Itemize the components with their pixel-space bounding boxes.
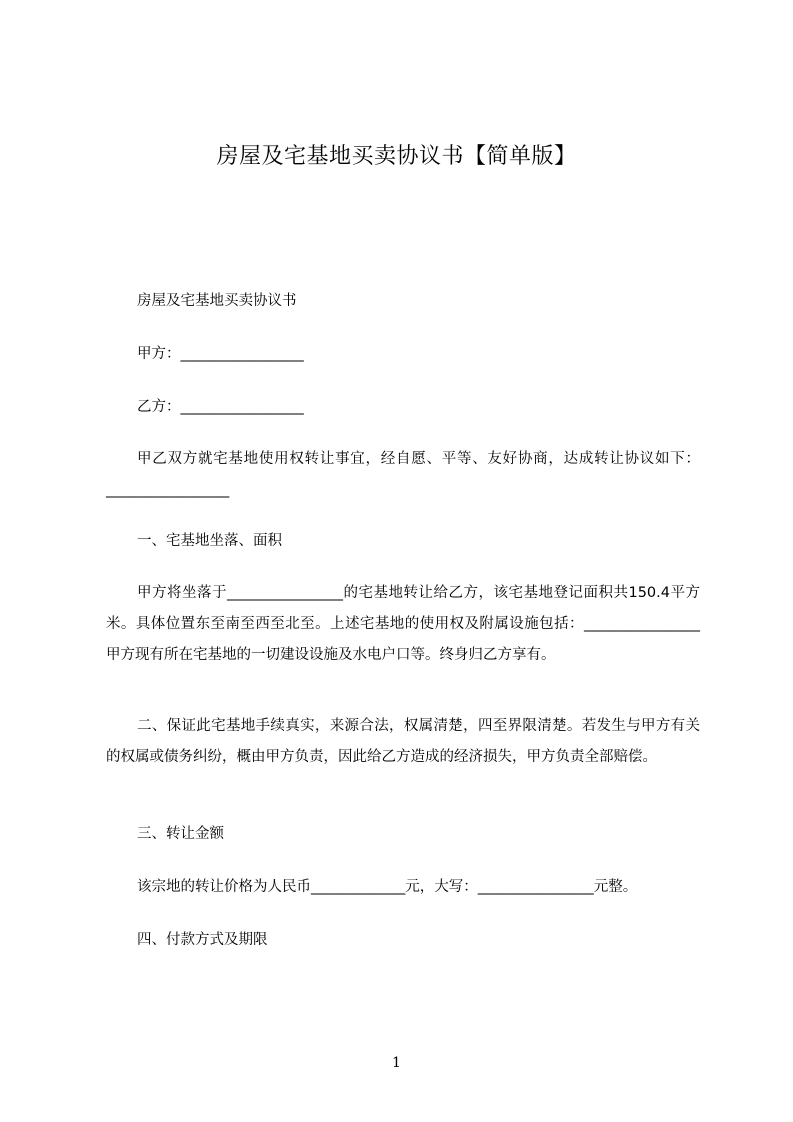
section-4-heading: 四、付款方式及期限 — [137, 932, 268, 948]
party-a-line: 甲方：_________________ — [137, 346, 304, 362]
section-3-heading: 三、转让金额 — [137, 826, 224, 842]
intro-paragraph: 甲乙双方就宅基地使用权转让事宜，经自愿、平等、友好协商，达成转让协议如下：_________________ — [106, 451, 700, 498]
section-2-paragraph: 二、保证此宅基地手续真实，来源合法，权属清楚，四至界限清楚。若发生与甲方有关的权属或债务纠纷，概由甲方负责，因此给乙方造成的经济损失，甲方负责全部赔偿。 — [106, 718, 700, 765]
section-3-body: 该宗地的转让价格为人民币_____________元，大写：________________元整。 — [137, 879, 638, 895]
party-b-line: 乙方：_________________ — [137, 399, 304, 415]
document-title: 房屋及宅基地买卖协议书【简单版】 — [216, 144, 577, 169]
section-1-body: 甲方将坐落于________________的宅基地转让给乙方，该宅基地登记面积共150.4平方米。具体位置东至南至西至北至。上述宅基地的使用权及附属设施包括：________________甲方现有所在宅基地的一切建设设施及水电户口等。终身归乙方享有。 — [106, 585, 700, 663]
page-number: 1 — [392, 1055, 401, 1071]
subtitle-paragraph: 房屋及宅基地买卖协议书 — [137, 293, 297, 309]
section-1-heading: 一、宅基地坐落、面积 — [137, 533, 282, 549]
